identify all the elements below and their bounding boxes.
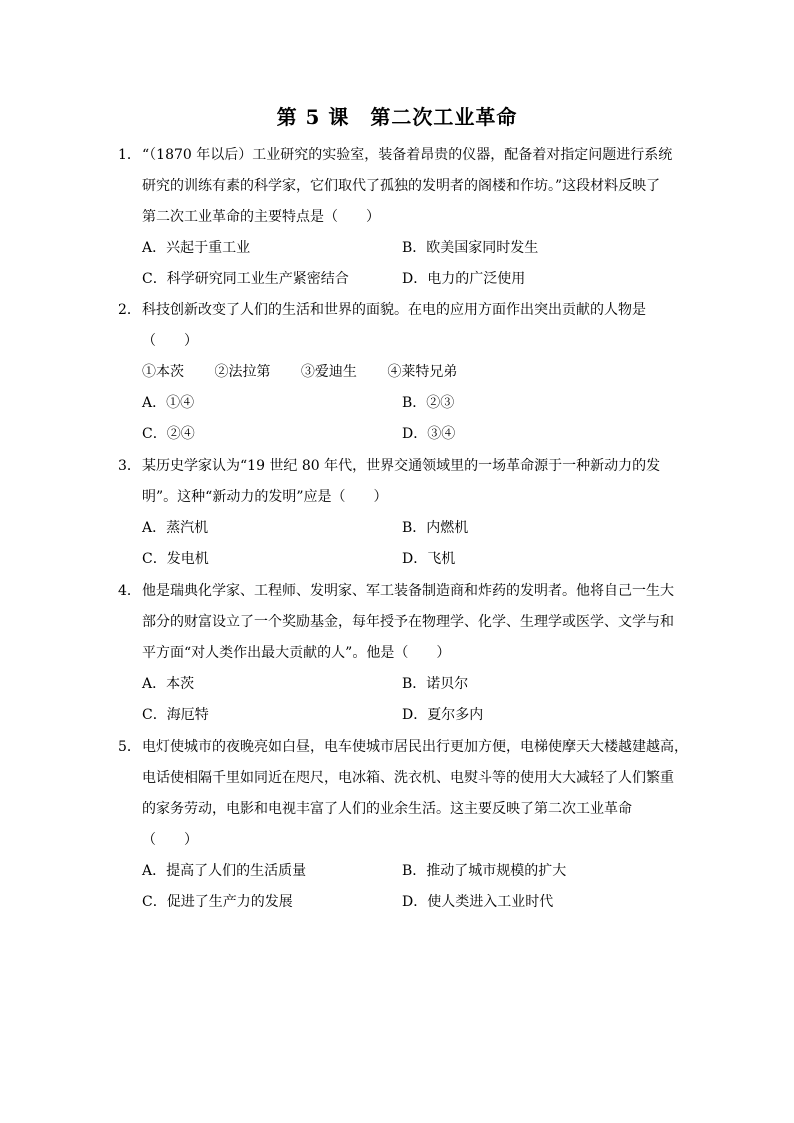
question-line — [118, 732, 688, 763]
options-row — [118, 669, 680, 700]
question-1 — [118, 140, 680, 295]
question-line: 研究的训练有素的科学家，它们取代了孤独的发明者的阁楼和作坊。”这段材料反映了 — [142, 178, 661, 194]
question-5 — [118, 732, 688, 918]
question-line: 第二次工业革命的主要特点是（ ） — [142, 209, 380, 225]
option-b[interactable]: B．诺贝尔 — [402, 676, 469, 692]
marker-1: ①本茨 — [142, 364, 184, 380]
question-line — [118, 576, 680, 607]
options-row — [118, 264, 680, 295]
options-row — [118, 856, 680, 887]
question-text: “（1870 年以后）工业研究的实验室，装备着昂贵的仪器，配备着对指定问题进行系统 — [142, 147, 673, 163]
question-4 — [118, 576, 680, 731]
question-text: 他是瑞典化学家、工程师、发明家、军工装备制造商和炸药的发明者。他将自己一生大 — [142, 583, 674, 599]
marker-3: ③爱迪生 — [300, 364, 357, 380]
options-row — [118, 700, 680, 731]
answer-markers — [118, 357, 680, 388]
option-c[interactable]: C．海厄特 — [142, 707, 209, 723]
question-line: （ ） — [142, 333, 198, 349]
question-line: 的家务劳动，电影和电视丰富了人们的业余生活。这主要反映了第二次工业革命 — [142, 801, 632, 817]
option-d[interactable]: D．飞机 — [402, 551, 456, 567]
option-d[interactable]: D．夏尔多内 — [402, 707, 484, 723]
marker-2: ②法拉第 — [214, 364, 271, 380]
option-d[interactable]: D．③④ — [402, 426, 456, 442]
question-2 — [118, 295, 680, 450]
question-text: 某历史学家认为“19 世纪 80 年代，世界交通领域里的一场革命源于一种新动力的发 — [142, 458, 661, 474]
option-b[interactable]: B．欧美国家同时发生 — [402, 240, 539, 256]
question-number: 5． — [118, 739, 141, 755]
question-line — [118, 451, 680, 482]
options-row — [118, 388, 680, 419]
question-line: 明”。这种“新动力的发明”应是（ ） — [142, 489, 388, 505]
option-a[interactable]: A．本茨 — [142, 676, 195, 692]
question-line: 电话使相隔千里如同近在咫尺，电冰箱、洗衣机、电熨斗等的使用大大减轻了人们繁重 — [142, 770, 674, 786]
option-b[interactable]: B．内燃机 — [402, 520, 469, 536]
question-line — [118, 295, 680, 326]
option-a[interactable]: A．①④ — [142, 395, 195, 411]
question-number: 1． — [118, 147, 141, 163]
question-number: 4． — [118, 583, 141, 599]
options-row — [118, 887, 680, 918]
option-c[interactable]: C．促进了生产力的发展 — [142, 894, 293, 910]
question-line: 部分的财富设立了一个奖励基金，每年授予在物理学、化学、生理学或医学、文学与和 — [142, 614, 674, 630]
options-row — [118, 233, 680, 264]
option-c[interactable]: C．科学研究同工业生产紧密结合 — [142, 271, 349, 287]
option-b[interactable]: B．推动了城市规模的扩大 — [402, 863, 567, 879]
option-b[interactable]: B．②③ — [402, 395, 455, 411]
marker-4: ④莱特兄弟 — [387, 364, 458, 380]
option-a[interactable]: A．提高了人们的生活质量 — [142, 863, 307, 879]
question-3 — [118, 451, 680, 575]
option-c[interactable]: C．发电机 — [142, 551, 209, 567]
question-number: 2． — [118, 302, 141, 318]
question-text: 电灯使城市的夜晚亮如白昼，电车使城市居民出行更加方便，电梯使摩天大楼越建越高， — [142, 739, 688, 755]
page-title: 第 5 课 第二次工业革命 — [276, 105, 518, 129]
option-d[interactable]: D．使人类进入工业时代 — [402, 894, 554, 910]
question-text: 科技创新改变了人们的生活和世界的面貌。在电的应用方面作出突出贡献的人物是 — [142, 302, 646, 318]
question-line — [118, 140, 680, 171]
options-row — [118, 419, 680, 450]
option-d[interactable]: D．电力的广泛使用 — [402, 271, 526, 287]
question-line: 平方面“对人类作出最大贡献的人”。他是（ ） — [142, 645, 451, 661]
options-row — [118, 544, 680, 575]
question-line: （ ） — [142, 832, 198, 848]
question-number: 3． — [118, 458, 141, 474]
option-c[interactable]: C．②④ — [142, 426, 195, 442]
options-row — [118, 513, 680, 544]
option-a[interactable]: A．蒸汽机 — [142, 520, 209, 536]
option-a[interactable]: A．兴起于重工业 — [142, 240, 251, 256]
